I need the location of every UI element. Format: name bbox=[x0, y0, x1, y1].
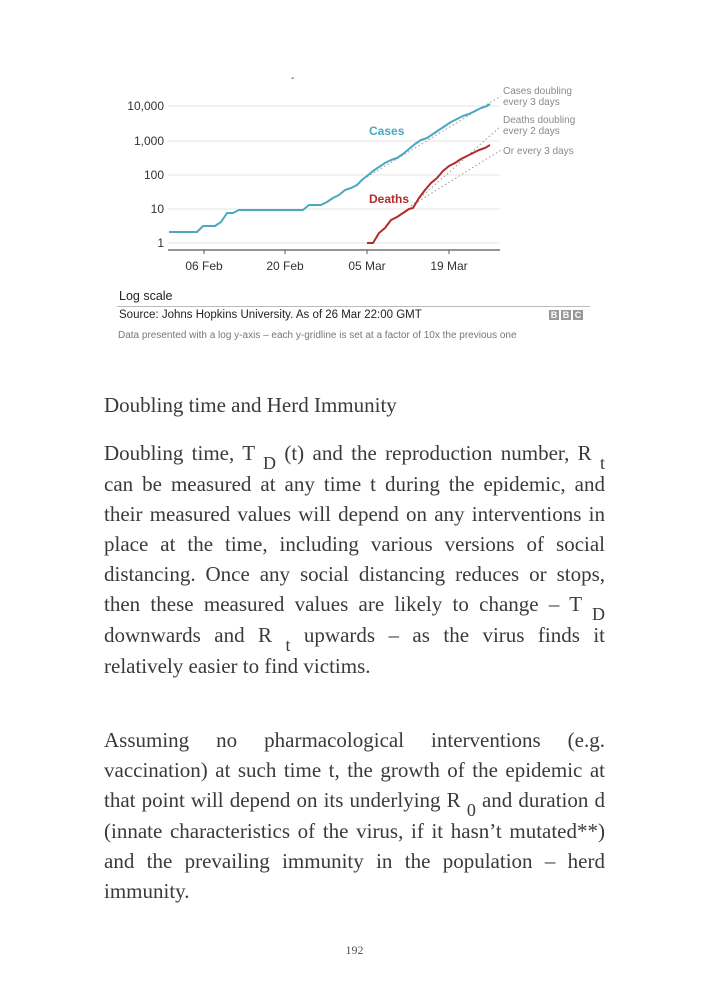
doubling-annotations bbox=[503, 86, 575, 157]
text-run: and duration d (innate characteristics of the virus, if it hasn’t mutated**) and the prevailing immunity in the population – herd immunity. bbox=[104, 788, 605, 903]
y-tick-10: 10 bbox=[150, 202, 164, 216]
x-tick-19-mar: 19 Mar bbox=[430, 259, 468, 273]
y-tick-100: 100 bbox=[143, 168, 164, 182]
x-tick-20-feb: 20 Feb bbox=[266, 259, 304, 273]
bbc-logo-letter: B bbox=[550, 310, 558, 320]
log-scale-line-chart bbox=[0, 0, 709, 290]
cases-line bbox=[169, 104, 490, 232]
paragraph-herd-immunity bbox=[104, 725, 605, 906]
text-run: upwards – as the virus finds it relatively easier to find victims. bbox=[104, 623, 605, 678]
doubling-guide-lines bbox=[367, 96, 501, 206]
bbc-logo bbox=[549, 310, 583, 320]
bbc-logo-letter: C bbox=[574, 310, 582, 320]
text-run: Doubling time, T bbox=[104, 441, 255, 465]
covid-chart-figure bbox=[0, 0, 709, 360]
y-axis-labels bbox=[127, 99, 164, 250]
x-axis-labels bbox=[185, 259, 467, 273]
x-axis-ticks bbox=[204, 250, 449, 254]
annotation-deaths-doubling-line1: Deaths doubling bbox=[503, 115, 576, 126]
y-tick-1: 1 bbox=[157, 236, 164, 250]
text-run: (t) and the reproduction number, R bbox=[284, 441, 592, 465]
text-run: Assuming no pharmacological interventions (e.g. vaccination) at such time t, the growth of the epidemic at that point will depend on its underlying R bbox=[104, 728, 605, 812]
annotation-cases-doubling-line1: Cases doubling bbox=[503, 86, 572, 97]
source-divider bbox=[117, 306, 590, 307]
cases-label: Cases bbox=[369, 124, 405, 138]
annotation-cases-doubling-line2: every 3 days bbox=[503, 97, 560, 108]
x-tick-06-feb: 06 Feb bbox=[185, 259, 223, 273]
section-heading: Doubling time and Herd Immunity bbox=[104, 393, 397, 417]
chart-source: Source: Johns Hopkins University. As of 26 Mar 22:00 GMT bbox=[119, 309, 422, 321]
stray-mark: - bbox=[291, 73, 295, 84]
annotation-deaths-alt: Or every 3 days bbox=[503, 146, 574, 157]
paragraph-doubling-time bbox=[104, 438, 605, 681]
x-tick-05-mar: 05 Mar bbox=[348, 259, 386, 273]
text-run: downwards and R bbox=[104, 623, 273, 647]
deaths-3day-guide bbox=[411, 150, 501, 206]
subscript-t: t bbox=[600, 453, 606, 473]
y-tick-10000: 10,000 bbox=[127, 99, 164, 113]
subscript-0: 0 bbox=[466, 800, 476, 820]
page-number: 192 bbox=[345, 943, 364, 957]
deaths-label: Deaths bbox=[369, 192, 410, 206]
bbc-logo-letter: B bbox=[562, 310, 570, 320]
chart-caption: Data presented with a log y-axis – each y-gridline is set at a factor of 10x the previous one bbox=[118, 330, 517, 341]
log-scale-label: Log scale bbox=[119, 289, 173, 303]
annotation-deaths-doubling-line2: every 2 days bbox=[503, 126, 560, 137]
text-run: can be measured at any time t during the epidemic, and their measured values will depend on any interventions in place at the time, including various versions of social distancing. Once any social distancing reduces or stops, then these measured values are likely to change – T bbox=[104, 472, 605, 616]
subscript-d: D bbox=[592, 604, 605, 624]
subscript-t: t bbox=[285, 635, 291, 655]
subscript-d: D bbox=[263, 453, 276, 473]
y-tick-1000: 1,000 bbox=[133, 134, 164, 148]
